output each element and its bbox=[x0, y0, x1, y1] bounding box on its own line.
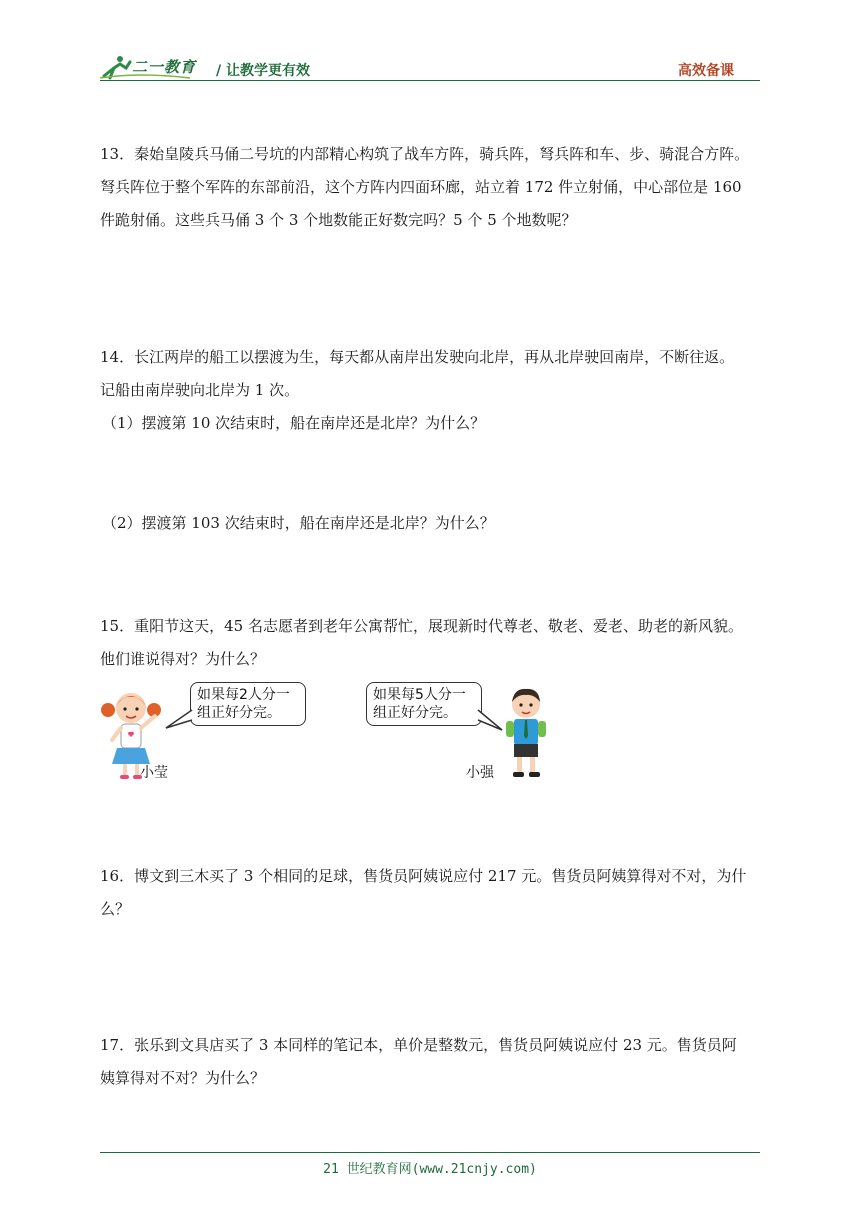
girl-name-label: 小莹 bbox=[140, 765, 168, 781]
question-line: 14．长江两岸的船工以摆渡为生，每天都从南岸出发驶向北岸，再从北岸驶回南岸，不断往返。 bbox=[100, 348, 735, 366]
footer-divider bbox=[100, 1152, 760, 1153]
bubble-line: 组正好分完。 bbox=[373, 705, 457, 721]
question-line: 姨算得对不对？为什么？ bbox=[100, 1069, 266, 1087]
question-15-figure bbox=[100, 680, 560, 790]
page-header bbox=[100, 52, 760, 84]
girl-bubble-tail bbox=[164, 708, 194, 732]
question-15 bbox=[100, 610, 764, 676]
girl-speech-bubble bbox=[190, 682, 306, 726]
bubble-line: 如果每2人分一 bbox=[197, 687, 290, 703]
question-line: 他们谁说得对？为什么？ bbox=[100, 650, 266, 668]
footer-text: 21 世纪教育网(www.21cnjy.com) bbox=[323, 1162, 537, 1177]
question-line: 13．秦始皇陵兵马俑二号坑的内部精心构筑了战车方阵，骑兵阵，弩兵阵和车、步、骑混合方阵。 bbox=[100, 145, 750, 163]
question-line: 17．张乐到文具店买了 3 本同样的笔记本，单价是整数元，售货员阿姨说应付 23 元。售货员阿 bbox=[100, 1036, 737, 1054]
boy-icon bbox=[496, 684, 556, 784]
question-14-part-2: （2）摆渡第 103 次结束时，船在南岸还是北岸？为什么？ bbox=[102, 514, 495, 532]
question-13 bbox=[100, 138, 764, 237]
boy-name-label: 小强 bbox=[466, 765, 494, 781]
question-14 bbox=[100, 341, 764, 407]
question-line: 件跪射俑。这些兵马俑 3 个 3 个地数能正好数完吗？5 个 5 个地数呢？ bbox=[100, 211, 577, 229]
header-slogan: / 让教学更有效 bbox=[216, 63, 310, 79]
question-line: 15．重阳节这天，45 名志愿者到老年公寓帮忙，展现新时代尊老、敬老、爱老、助老的新风貌。 bbox=[100, 617, 743, 635]
question-line: 么？ bbox=[100, 900, 131, 918]
question-14-part-1: （1）摆渡第 10 次结束时，船在南岸还是北岸？为什么？ bbox=[102, 414, 486, 432]
question-17 bbox=[100, 1029, 764, 1095]
bubble-line: 如果每5人分一 bbox=[373, 687, 466, 703]
logo-text: 二一教育 bbox=[132, 58, 197, 76]
question-line: 弩兵阵位于整个军阵的东部前沿，这个方阵内四面环廊，站立着 172 件立射俑，中心部位是 160 bbox=[100, 178, 742, 196]
question-16 bbox=[100, 860, 764, 926]
header-right-label: 高效备课 bbox=[678, 63, 734, 79]
bubble-line: 组正好分完。 bbox=[197, 705, 281, 721]
question-line: 记船由南岸驶向北岸为 1 次。 bbox=[100, 381, 300, 399]
boy-speech-bubble bbox=[366, 682, 482, 726]
header-divider bbox=[100, 80, 760, 81]
question-line: 16．博文到三木买了 3 个相同的足球，售货员阿姨说应付 217 元。售货员阿姨算得对不对，为什 bbox=[100, 867, 747, 885]
